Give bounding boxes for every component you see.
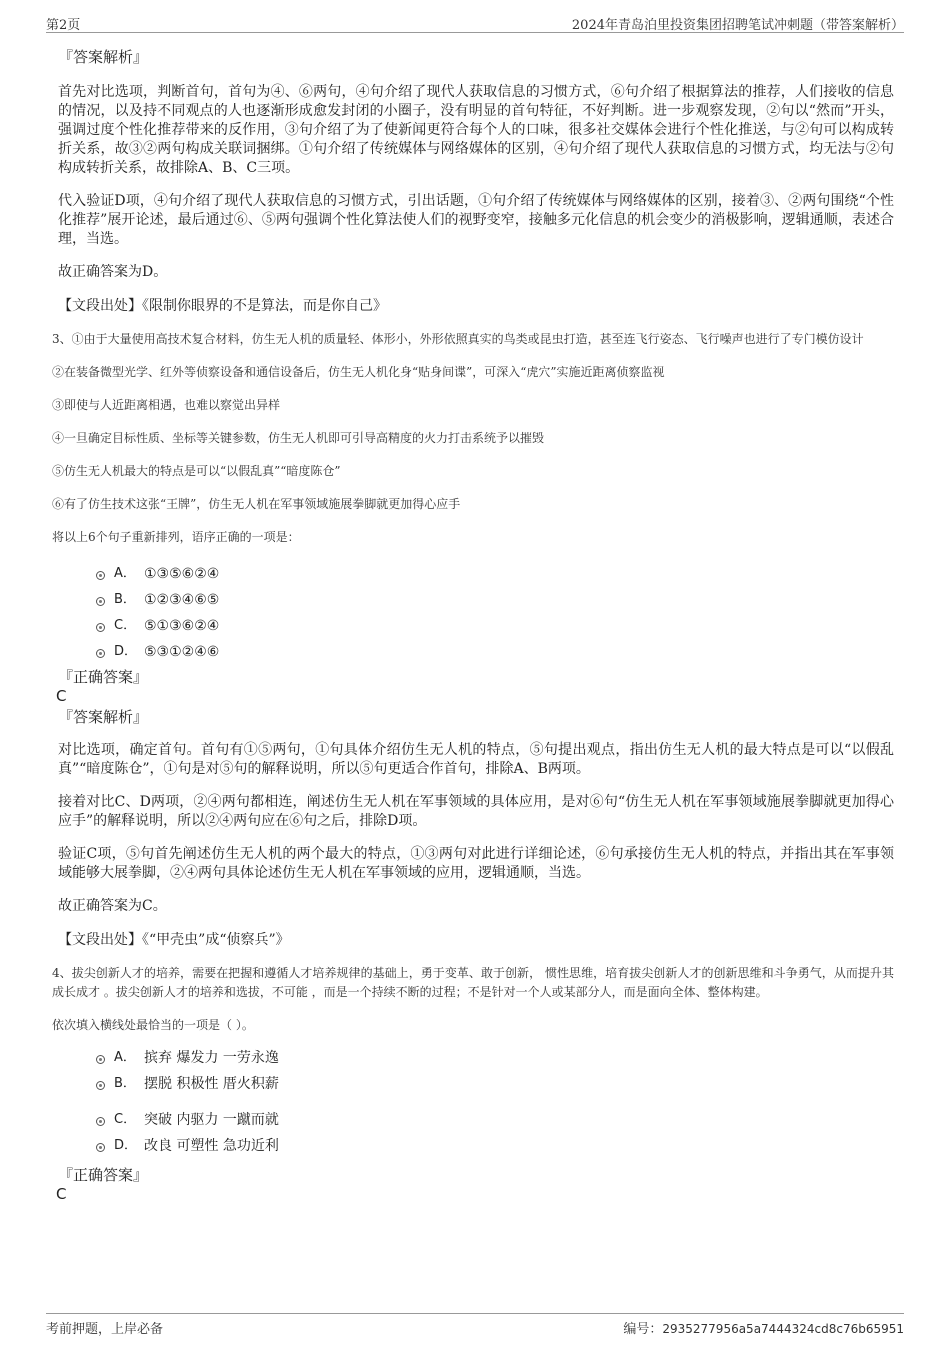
q3-sentence-6: ⑥有了仿生技术这张“王牌”，仿生无人机在军事领域施展拳脚就更加得心应手 [52,497,461,511]
q2-analysis-heading: 『答案解析』 [58,48,149,66]
q4-options [52,1045,894,1159]
radio-icon[interactable] [96,1143,105,1152]
q2-source: 【文段出处】《限制你眼界的不是算法，而是你自己》 [58,298,387,314]
option-text: 摈弃 爆发力 一劳永逸 [144,1050,279,1066]
q3-options [52,561,894,665]
q3-analysis-paragraph-1: 对比选项，确定首句。首句有①⑤两句，①句具体介绍仿生无人机的特点，⑤句提出观点，指出仿生无人机的最大特点是可以“以假乱真”“暗度陈仓”，①句是对⑤句的解释说明，所以⑤句更适合作首句，排除A、B两项。 [58,742,894,777]
q4-answer-heading: 『正确答案』 [58,1166,149,1184]
q3-prompt: 将以上6个句子重新排列，语序正确的一项是： [52,530,300,544]
option-text: 改良 可塑性 急功近利 [144,1138,279,1154]
q4-option-a[interactable] [96,1045,894,1071]
option-key: C． [114,618,137,633]
q3-analysis-conclusion: 故正确答案为C。 [58,898,167,914]
radio-icon[interactable] [96,571,105,580]
option-key: D． [114,1138,138,1153]
q2-analysis-paragraph-1: 首先对比选项，判断首句，首句为④、⑥两句，④句介绍了现代人获取信息的习惯方式，⑥句介绍了根据算法的推荐，人们接收的信息的情况，以及持不同观点的人也逐渐形成愈发封闭的小圈子，没有明显的首句特征，不好判断。进一步观察发现，②句以“然而”开头，强调过度个性化推荐带来的反作用，③句介绍了为了使新闻更符合每个人的口味，很多社交媒体会进行个性化推送，与②句可以构成转折关系，故③②两句构成关联词捆绑。①句介绍了传统媒体与网络媒体的区别，④句介绍了现代人获取信息的习惯方式，均无法与②句构成转折关系，故排除A、B、C三项。 [58,84,894,176]
q4-option-c[interactable] [96,1107,894,1133]
radio-icon[interactable] [96,623,105,632]
q3-option-a[interactable] [96,561,894,587]
option-text: ①②③④⑥⑤ [144,592,220,608]
q3-analysis-heading: 『答案解析』 [58,708,149,726]
document-code [623,1318,904,1337]
q2-analysis-paragraph-2: 代入验证D项，④句介绍了现代人获取信息的习惯方式，引出话题，①句介绍了传统媒体与网络媒体的区别，接着③、②两句围绕“个性化推荐”展开论述，最后通过⑥、⑤两句强调个性化算法使人们的视野变窄，接触多元化信息的机会变少的消极影响，逻辑通顺，表述合理，当选。 [58,193,894,247]
radio-icon[interactable] [96,597,105,606]
q4-option-d[interactable] [96,1133,894,1159]
page-content [52,44,894,1203]
option-text: ⑤①③⑥②④ [144,618,220,634]
q3-sentence-4: ④一旦确定目标性质、坐标等关键参数，仿生无人机即可引导高精度的火力打击系统予以摧毁 [52,431,545,445]
q3-option-c[interactable] [96,613,894,639]
document-title: 2024年青岛泊里投资集团招聘笔试冲刺题（带答案解析） [571,18,904,33]
q3-answer-heading: 『正确答案』 [58,668,149,686]
q3-sentence-1: 3、①由于大量使用高技术复合材料，仿生无人机的质量轻、体形小，外形依照真实的鸟类或昆虫打造，甚至连飞行姿态、飞行噪声也进行了专门模仿设计 [52,332,864,346]
option-key: A． [114,1050,136,1065]
page-header [46,10,904,33]
q3-sentence-2: ②在装备微型光学、红外等侦察设备和通信设备后，仿生无人机化身“贴身间谍”，可深入“虎穴”实施近距离侦察监视 [52,365,665,379]
option-key: B． [114,1076,136,1091]
option-key: D． [114,644,138,659]
q3-sentence-5: ⑤仿生无人机最大的特点是可以“以假乱真”“暗度陈仓” [52,464,341,478]
q4-option-b[interactable] [96,1071,894,1097]
option-text: 突破 内驱力 一蹴而就 [144,1112,279,1128]
code-label: 编号： [623,1322,663,1337]
q3-source: 【文段出处】《“甲壳虫”成“侦察兵”》 [58,932,290,948]
q3-sentence-3: ③即使与人近距离相遇，也难以察觉出异样 [52,398,281,412]
radio-icon[interactable] [96,1055,105,1064]
q4-stem: 4、拔尖创新人才的培养，需要在把握和遵循人才培养规律的基础上，勇于变革、敢于创新， 惯性思维，培育拔尖创新人才的创新思维和斗争勇气，从而提升其成长成才 。拔尖创新人才的培养和选拔，不可能 ，而是一个持续不断的过程；不是针对一个人或某部分人，而是面向全体、整体构建。 [52,966,894,999]
page-number: 第2页 [46,18,81,33]
option-key: A． [114,566,136,581]
radio-icon[interactable] [96,649,105,658]
option-key: C． [114,1112,137,1127]
radio-icon[interactable] [96,1117,105,1126]
q4-prompt: 依次填入横线处最恰当的一项是（ ）。 [52,1018,254,1032]
code-value: 2935277956a5a7444324cd8c76b65951 [662,1322,904,1336]
q4-answer: C [56,1185,67,1203]
page-footer [46,1313,904,1338]
q3-answer: C [56,687,67,705]
option-key: B． [114,592,136,607]
radio-icon[interactable] [96,1081,105,1090]
option-text: ①③⑤⑥②④ [144,566,220,582]
q3-option-b[interactable] [96,587,894,613]
option-text: 摆脱 积极性 厝火积薪 [144,1076,279,1092]
option-text: ⑤③①②④⑥ [144,644,220,660]
q2-analysis-conclusion: 故正确答案为D。 [58,264,168,280]
footer-slogan: 考前押题，上岸必备 [46,1322,164,1337]
q3-analysis-paragraph-2: 接着对比C、D两项，②④两句都相连，阐述仿生无人机在军事领域的具体应用，是对⑥句“仿生无人机在军事领域施展拳脚就更加得心应手”的解释说明，所以②④两句应在⑥句之后，排除D项。 [58,794,894,829]
q3-option-d[interactable] [96,639,894,665]
q3-analysis-paragraph-3: 验证C项，⑤句首先阐述仿生无人机的两个最大的特点，①③两句对此进行详细论述，⑥句承接仿生无人机的特点，并指出其在军事领域能够大展拳脚，②④两句具体论述仿生无人机在军事领域的应用，逻辑通顺，当选。 [58,846,894,881]
